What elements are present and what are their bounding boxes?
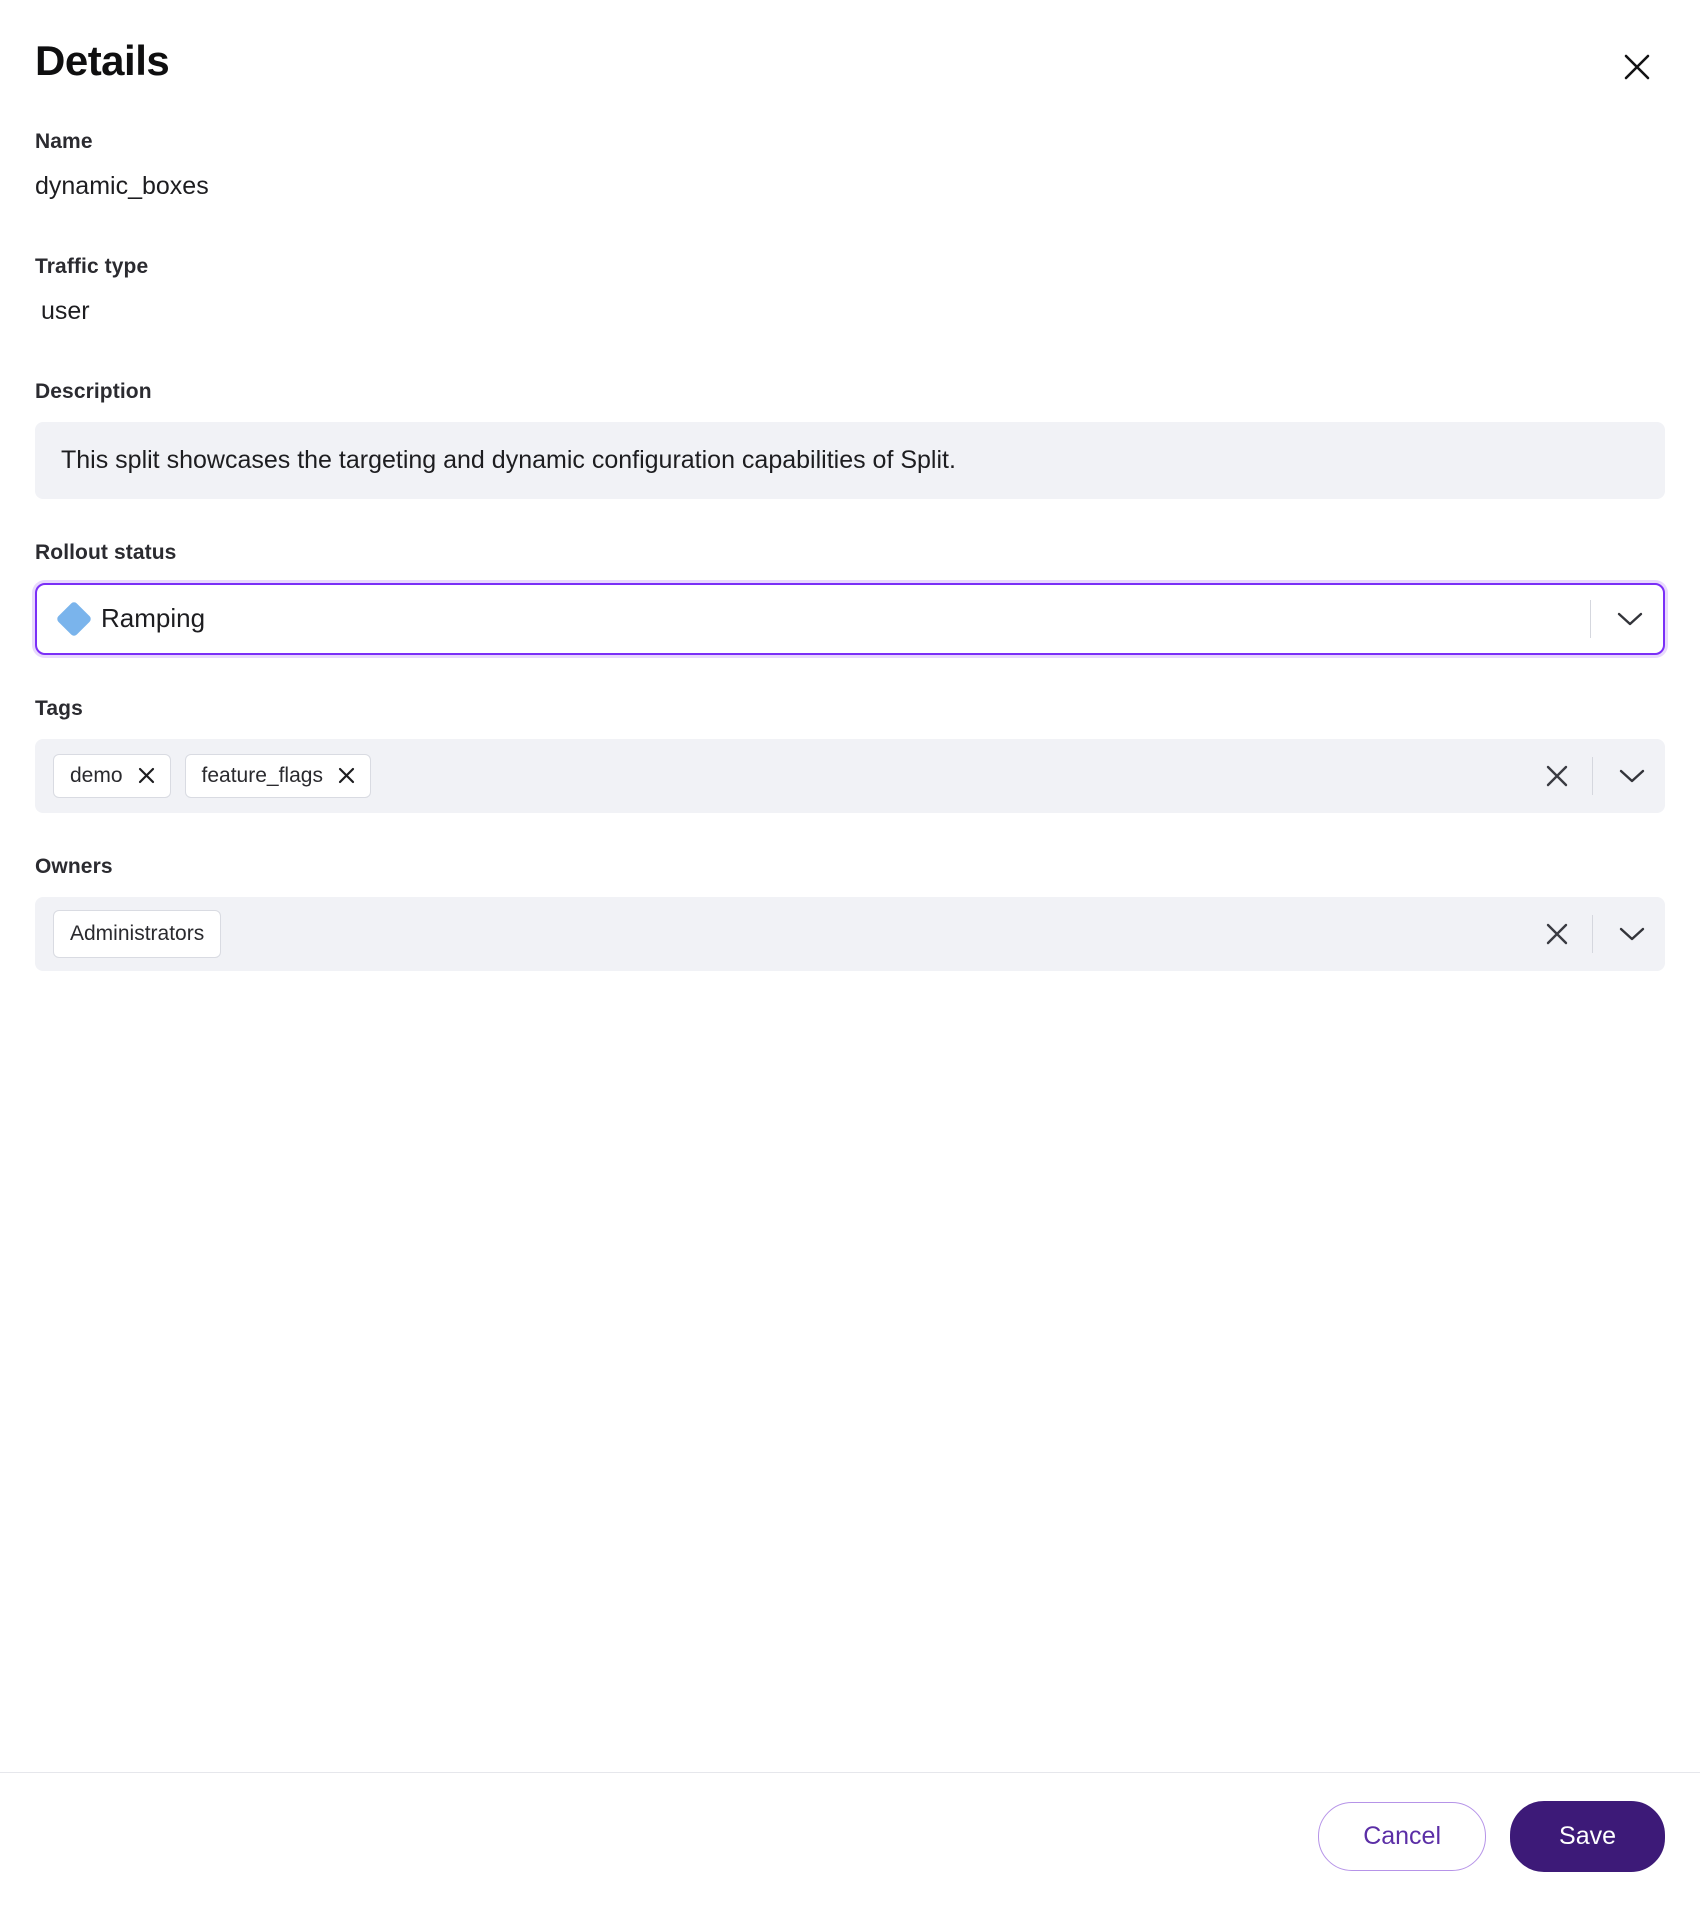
rollout-status-select[interactable] <box>35 583 1665 655</box>
rollout-status-value-wrap <box>61 603 1584 634</box>
field-owners <box>35 855 1665 971</box>
cancel-button[interactable]: Cancel <box>1318 1802 1486 1871</box>
tag-chip-label: feature_flags <box>201 763 323 787</box>
tags-chip-list <box>53 742 1528 810</box>
field-name <box>35 130 1665 201</box>
control-divider <box>1592 915 1593 953</box>
clear-owners-icon[interactable] <box>1528 921 1586 947</box>
tag-chip-label: demo <box>70 763 123 787</box>
field-rollout-status <box>35 541 1665 655</box>
status-diamond-icon <box>56 600 93 637</box>
owner-chip[interactable]: Administrators <box>53 910 221 958</box>
owners-chevron-down-icon[interactable] <box>1599 926 1665 942</box>
field-tags <box>35 697 1665 813</box>
tag-chip[interactable] <box>53 754 171 798</box>
tags-select[interactable] <box>35 739 1665 813</box>
name-label: Name <box>35 130 93 153</box>
remove-tag-glyph <box>137 766 156 785</box>
owners-select[interactable] <box>35 897 1665 971</box>
description-input[interactable]: This split showcases the targeting and dynamic configuration capabilities of Split. <box>35 422 1665 499</box>
close-glyph <box>1622 52 1652 82</box>
description-label: Description <box>35 380 152 403</box>
owners-chevron-glyph <box>1619 926 1645 942</box>
tag-chip[interactable] <box>185 754 371 798</box>
owners-label: Owners <box>35 854 113 878</box>
panel-footer <box>0 1772 1700 1912</box>
control-divider <box>1590 600 1591 638</box>
save-button[interactable]: Save <box>1510 1801 1665 1872</box>
clear-tags-glyph <box>1544 763 1570 789</box>
traffic-type-label: Traffic type <box>35 255 149 278</box>
page-title: Details <box>35 37 170 84</box>
remove-tag-glyph <box>337 766 356 785</box>
panel-header <box>35 30 1665 90</box>
remove-tag-icon[interactable] <box>137 766 156 785</box>
field-description <box>35 380 1665 499</box>
field-traffic-type <box>35 255 1665 326</box>
tags-label: Tags <box>35 696 83 720</box>
control-divider <box>1592 757 1593 795</box>
tags-chevron-down-icon[interactable] <box>1599 768 1665 784</box>
chevron-down-icon[interactable] <box>1597 585 1663 653</box>
rollout-status-label: Rollout status <box>35 540 177 564</box>
close-icon[interactable] <box>1614 44 1660 90</box>
tags-chevron-glyph <box>1619 768 1645 784</box>
owners-chip-list <box>53 898 1528 970</box>
rollout-status-value: Ramping <box>101 603 206 633</box>
clear-tags-icon[interactable] <box>1528 763 1586 789</box>
chevron-down-glyph <box>1617 611 1643 627</box>
clear-owners-glyph <box>1544 921 1570 947</box>
traffic-type-value: user <box>41 297 90 325</box>
remove-tag-icon[interactable] <box>337 766 356 785</box>
name-value: dynamic_boxes <box>35 172 209 200</box>
